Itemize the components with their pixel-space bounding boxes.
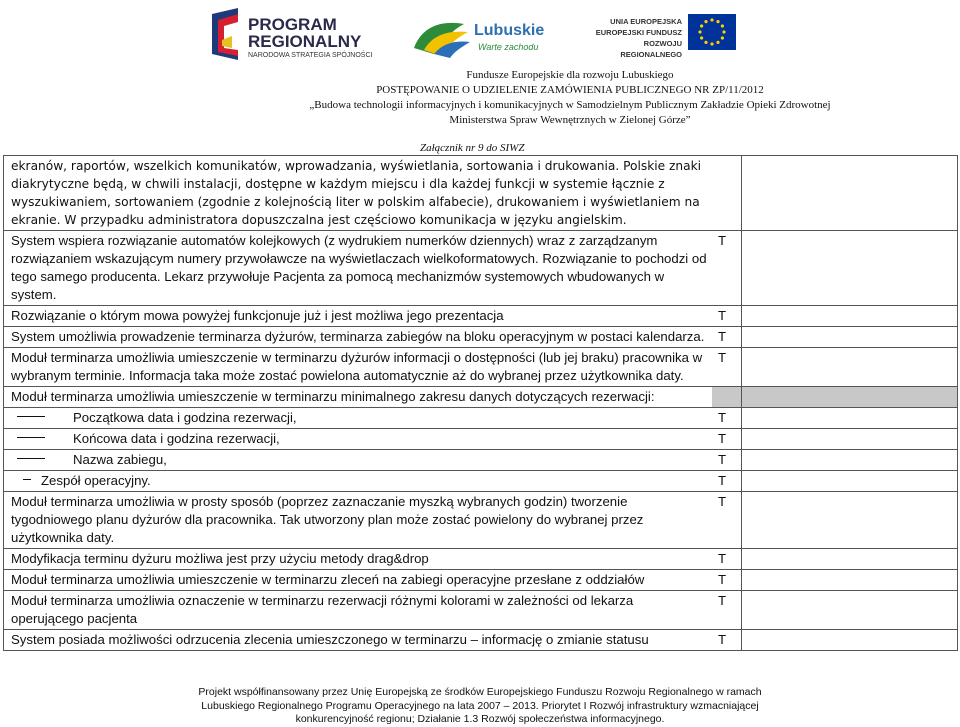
requirement-mark: T	[712, 591, 742, 630]
table-row	[4, 306, 958, 327]
answer-cell	[742, 549, 958, 570]
table-row	[4, 231, 958, 306]
requirement-mark: T	[712, 471, 742, 492]
list-item	[4, 408, 713, 429]
requirement-text: System umożliwia prowadzenie terminarza dyżurów, terminarza zabiegów na bloku operacyjnym w postaci kalendarza.	[4, 327, 713, 348]
answer-cell	[742, 450, 958, 471]
requirement-text: System wspiera rozwiązanie automatów kolejkowych (z wydrukiem numerków dziennych) wraz z zarządzanym rozwiązaniem wskazującym numery przywoławcze na wyświetlaczach wielkoformatowych. Rozwiązanie to pochodzi od tego samego producenta. Lekarz przywołuje Pacjenta za pomocą mechanizmów systemowych wbudowanych w system.	[4, 231, 713, 306]
list-item-text: Nazwa zabiegu,	[73, 452, 167, 467]
table-row	[4, 408, 958, 429]
requirement-text: Moduł terminarza umożliwia oznaczenie w terminarzu rezerwacji różnymi kolorami w zależności od lekarza operującego pacjenta	[4, 591, 713, 630]
requirement-mark: T	[712, 570, 742, 591]
requirement-mark: T	[712, 549, 742, 570]
dash-bullet	[17, 416, 45, 417]
lubuskie-tagline: Warte zachodu	[478, 42, 539, 52]
requirement-text: Moduł terminarza umożliwia w prosty sposób (poprzez zaznaczanie myszką wybranych godzin) tworzenie tygodniowego planu dyżurów dla pracownika. Tak utworzony plan może zostać powielony do wybranej przez użytkownika daty.	[4, 492, 713, 549]
answer-cell	[742, 408, 958, 429]
dash-bullet	[23, 479, 31, 480]
footer-line2: Lubuskiego Regionalnego Programu Operacyjnego na lata 2007 – 2013. Priorytet I Rozwój infrastruktury wzmacniającej	[201, 699, 759, 712]
list-item-text: Końcowa data i godzina rezerwacji,	[73, 431, 280, 446]
annex-label: Załącznik nr 9 do SIWZ	[420, 142, 525, 154]
requirement-mark: T	[712, 327, 742, 348]
requirement-mark: T	[712, 348, 742, 387]
answer-cell	[742, 306, 958, 327]
table-row	[4, 630, 958, 651]
table-row	[4, 429, 958, 450]
document-footer	[0, 686, 960, 727]
proceeding-line: POSTĘPOWANIE O UDZIELENIE ZAMÓWIENIA PUBLICZNEGO NR ZP/11/2012	[376, 84, 764, 96]
requirement-text: Moduł terminarza umożliwia umieszczenie w terminarzu dyżurów informacji o dostępności (lub jej braku) pracownika w wybranym terminie. Informacja taka może zostać powielona automatycznie aż do wybranej przez użytkownika daty.	[4, 348, 713, 387]
lubuskie-leaf-icon	[412, 18, 472, 58]
ministry-line: Ministerstwa Spraw Wewnętrznych w Zielonej Górze”	[449, 114, 691, 126]
requirements-table	[3, 155, 958, 651]
requirement-text: Moduł terminarza umożliwia umieszczenie w terminarzu zleceń na zabiegi operacyjne przesłane z oddziałów	[4, 570, 713, 591]
list-item-text: Początkowa data i godzina rezerwacji,	[73, 410, 297, 425]
table-row	[4, 591, 958, 630]
eu-flag-icon	[688, 14, 736, 50]
table-row	[4, 450, 958, 471]
eu-line2: EUROPEJSKI FUNDUSZ	[595, 28, 682, 37]
requirement-mark: T	[712, 231, 742, 306]
answer-cell	[742, 492, 958, 549]
table-row	[4, 471, 958, 492]
requirement-text: ekranów, raportów, wszelkich komunikatów, wprowadzania, wyświetlania, sortowania i drukowania. Polskie znaki diakrytyczne będą, w chwili instalacji, dostępne w każdym miejscu i dla każdej funkcji w systemie łącznie z wyszukiwaniem, sortowaniem (zgodnie z kolejnością liter w polskim alfabecie), drukowaniem i wyświetlaniem na ekranie. W przypadku administratora dopuszczalna jest częściowo komunikacja w języku angielskim.	[4, 156, 742, 231]
table-row	[4, 570, 958, 591]
dash-bullet	[17, 437, 45, 438]
answer-cell	[742, 570, 958, 591]
answer-cell	[742, 327, 958, 348]
eu-line1: UNIA EUROPEJSKA	[610, 17, 682, 26]
lubuskie-logo	[412, 12, 562, 62]
answer-cell	[742, 429, 958, 450]
requirement-mark: T	[712, 450, 742, 471]
requirement-text: Modyfikacja terminu dyżuru możliwa jest przy użyciu metody drag&drop	[4, 549, 713, 570]
program-regionalny-logo	[208, 6, 398, 64]
fund-line: Fundusze Europejskie dla rozwoju Lubuskiego	[466, 69, 674, 81]
program-tagline: NARODOWA STRATEGIA SPÓJNOŚCI	[248, 52, 373, 59]
requirement-mark: T	[712, 630, 742, 651]
lubuskie-name: Lubuskie	[474, 22, 545, 39]
requirement-text: System posiada możliwości odrzucenia zlecenia umieszczonego w terminarzu – informację o zmianie statusu	[4, 630, 713, 651]
requirement-mark: T	[712, 408, 742, 429]
answer-cell	[742, 630, 958, 651]
list-item	[4, 450, 713, 471]
requirement-text: Rozwiązanie o którym mowa powyżej funkcjonuje już i jest możliwa jego prezentacja	[4, 306, 713, 327]
project-line: „Budowa technologii informacyjnych i komunikacyjnych w Samodzielnym Publicznym Zakładzie Opieki Zdrowotnej	[309, 99, 831, 111]
table-row	[4, 156, 958, 231]
list-item-text: Zespół operacyjny.	[41, 473, 151, 488]
table-row	[4, 387, 958, 408]
table-row	[4, 492, 958, 549]
dash-bullet	[17, 458, 45, 459]
footer-line3: konkurencyjność regionu; Działanie 1.3 Rozwój społeczeństwa informacyjnego.	[295, 713, 665, 725]
answer-cell	[742, 156, 958, 231]
requirement-mark: T	[712, 492, 742, 549]
eu-logo	[586, 12, 736, 58]
answer-cell	[742, 591, 958, 630]
answer-cell	[742, 231, 958, 306]
requirement-mark: T	[712, 429, 742, 450]
table-row	[4, 549, 958, 570]
program-line1: PROGRAM	[248, 15, 337, 34]
list-item	[4, 471, 713, 492]
list-item	[4, 429, 713, 450]
program-line2: REGIONALNY	[248, 32, 362, 51]
answer-cell	[742, 471, 958, 492]
requirement-mark	[712, 387, 742, 408]
eu-line3: ROZWOJU REGIONALNEGO	[620, 39, 682, 59]
answer-cell	[742, 387, 958, 408]
footer-line1: Projekt współfinansowany przez Unię Europejską ze środków Europejskiego Funduszu Rozwoju Regionalnego w ramach	[198, 686, 762, 698]
requirement-mark: T	[712, 306, 742, 327]
document-header	[0, 0, 960, 154]
answer-cell	[742, 348, 958, 387]
requirement-text: Moduł terminarza umożliwia umieszczenie w terminarzu minimalnego zakresu danych dotyczących rezerwacji:	[4, 387, 713, 408]
table-row	[4, 348, 958, 387]
table-row	[4, 327, 958, 348]
